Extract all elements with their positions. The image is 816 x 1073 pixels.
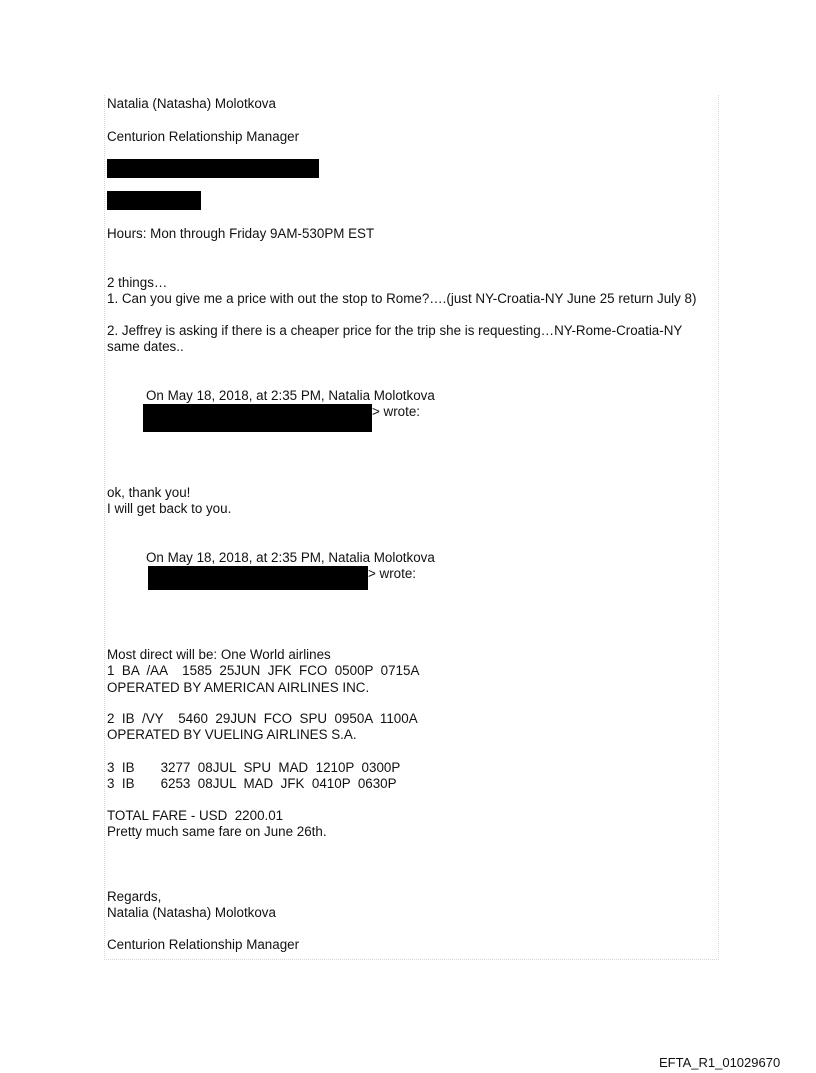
closing-regards: Regards, bbox=[107, 889, 162, 904]
quote-header: On May 18, 2018, at 2:35 PM, Natalia Molotkova bbox=[146, 550, 435, 565]
message-item-1: 1. Can you give me a price with out the stop to Rome?….(just NY-Croatia-NY June 25 return July 8) bbox=[107, 291, 697, 306]
redaction-block bbox=[107, 159, 319, 178]
fare-note: Pretty much same fare on June 26th. bbox=[107, 824, 327, 839]
redaction-block bbox=[107, 191, 201, 210]
flight-segment: 3 IB 6253 08JUL MAD JFK 0410P 0630P bbox=[107, 776, 397, 791]
signature-title: Centurion Relationship Manager bbox=[107, 129, 300, 144]
message-item-2: 2. Jeffrey is asking if there is a cheaper price for the trip she is requesting…NY-Rome-Croatia-NY same dates.. bbox=[107, 323, 683, 354]
itinerary-heading: Most direct will be: One World airlines bbox=[107, 647, 331, 662]
closing-title: Centurion Relationship Manager bbox=[107, 937, 300, 952]
document-id: EFTA_R1_01029670 bbox=[659, 1055, 781, 1070]
redaction-block bbox=[143, 404, 372, 432]
reply-line-2: I will get back to you. bbox=[107, 501, 232, 516]
total-fare: TOTAL FARE - USD 2200.01 bbox=[107, 808, 284, 823]
flight-operator: OPERATED BY VUELING AIRLINES S.A. bbox=[107, 727, 357, 742]
reply-line-1: ok, thank you! bbox=[107, 485, 191, 500]
flight-segment: 2 IB /VY 5460 29JUN FCO SPU 0950A 1100A bbox=[107, 711, 418, 726]
quote-wrote: > wrote: bbox=[372, 404, 421, 419]
quote-header: On May 18, 2018, at 2:35 PM, Natalia Molotkova bbox=[146, 388, 435, 403]
signature-name: Natalia (Natasha) Molotkova bbox=[107, 96, 276, 111]
closing-name: Natalia (Natasha) Molotkova bbox=[107, 905, 276, 920]
quote-wrote: > wrote: bbox=[368, 566, 417, 581]
flight-segment: 1 BA /AA 1585 25JUN JFK FCO 0500P 0715A bbox=[107, 663, 420, 678]
flight-operator: OPERATED BY AMERICAN AIRLINES INC. bbox=[107, 680, 370, 695]
message-intro: 2 things… bbox=[107, 275, 168, 290]
flight-segment: 3 IB 3277 08JUL SPU MAD 1210P 0300P bbox=[107, 760, 401, 775]
signature-hours: Hours: Mon through Friday 9AM-530PM EST bbox=[107, 226, 375, 241]
redaction-block bbox=[148, 566, 368, 590]
